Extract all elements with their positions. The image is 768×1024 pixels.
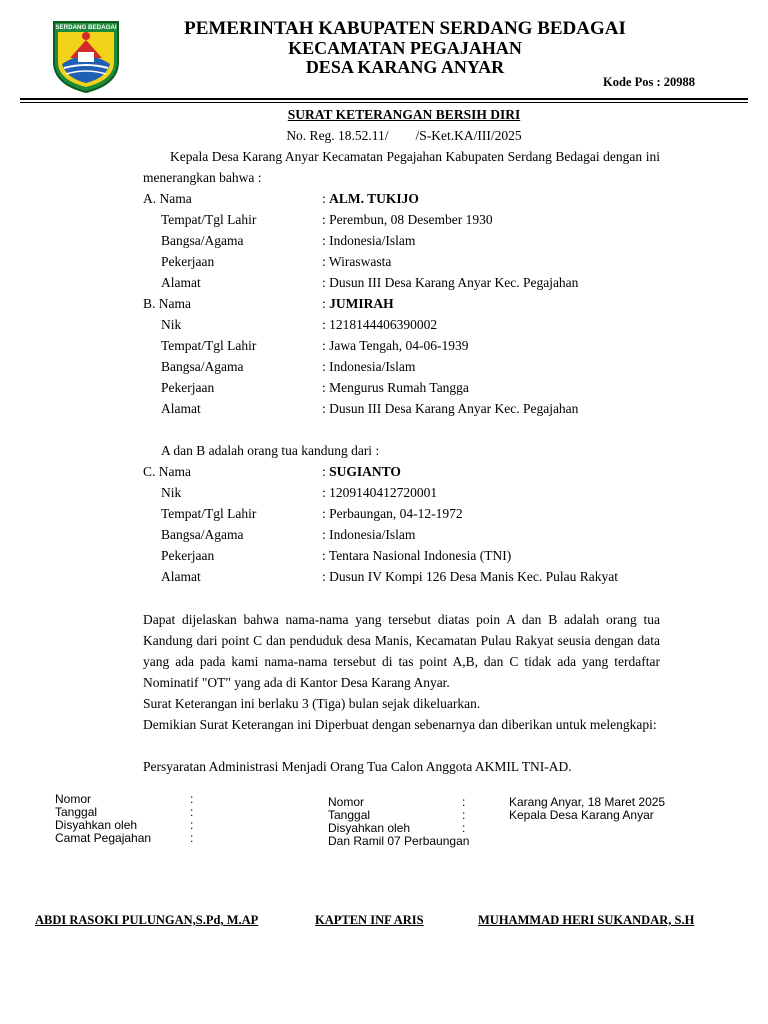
person-b-address-value: : Dusun III Desa Karang Anyar Kec. Pegajahan xyxy=(322,401,579,416)
person-b-address-row xyxy=(143,398,673,419)
person-c-job-label: Pekerjaan xyxy=(161,548,215,563)
header-village-line: DESA KARANG ANYAR xyxy=(305,57,505,77)
closing-paragraph: Demikian Surat Keterangan ini Diperbuat dengan sebenarnya dan diberikan untuk melengkapi: xyxy=(143,717,657,732)
person-b-address-label: Alamat xyxy=(161,401,201,416)
sig-left-disyahkan-label: Disyahkan oleh xyxy=(55,818,138,832)
person-a-job-row xyxy=(143,251,673,272)
regency-emblem-logo xyxy=(48,18,124,94)
sig-left-colon-2: : xyxy=(190,805,194,819)
person-a-birth-label: Tempat/Tgl Lahir xyxy=(161,212,257,227)
person-c-address-label: Alamat xyxy=(161,569,201,584)
sig-left-colon-4: : xyxy=(190,831,194,845)
person-b-job-row xyxy=(143,377,673,398)
signature-block-middle xyxy=(328,796,488,852)
sig-left-camat-label: Camat Pegajahan xyxy=(55,831,152,845)
sig-mid-colon-3: : xyxy=(462,821,466,835)
parents-statement: A dan B adalah orang tua kandung dari : xyxy=(161,443,380,458)
signatory-danramil-name: KAPTEN INF ARIS xyxy=(315,913,424,927)
person-b-religion-value: : Indonesia/Islam xyxy=(322,359,416,374)
person-a-birth-row xyxy=(143,209,673,230)
signatory-camat-name: ABDI RASOKI PULUNGAN,S.Pd, M.AP xyxy=(35,913,259,927)
person-b-religion-row xyxy=(143,356,673,377)
header-government-line: PEMERINTAH KABUPATEN SERDANG BEDAGAI xyxy=(184,18,626,39)
letter-title: SURAT KETERANGAN BERSIH DIRI xyxy=(287,107,521,122)
sig-right-place-date: Karang Anyar, 18 Maret 2025 xyxy=(509,795,666,809)
person-c-nik-value: : 1209140412720001 xyxy=(322,485,438,500)
person-c-address-row xyxy=(143,566,673,587)
person-b-job-label: Pekerjaan xyxy=(161,380,215,395)
signature-block-left xyxy=(55,793,215,849)
person-b-birth-label: Tempat/Tgl Lahir xyxy=(161,338,257,353)
parents-statement-row xyxy=(143,440,673,461)
signatory-village-head-name: MUHAMMAD HERI SUKANDAR, S.H xyxy=(478,913,695,927)
person-a-name-row xyxy=(143,188,673,209)
person-b-nik-label: Nik xyxy=(161,317,182,332)
person-a-name-value: : ALM. TUKIJO xyxy=(322,191,419,206)
person-a-job-value: : Wiraswasta xyxy=(322,254,392,269)
explanation-paragraph: Dapat dijelaskan bahwa nama-nama yang tersebut diatas poin A dan B adalah orang tua Kandung dari point C dan penduduk desa Manis, Kecamatan Pulau Rakyat seusia dengan data yang ada pada kami nama-nama tersebut di tas point A,B, dan C tidak ada yang terdaftar Nominatif "OT" yang ada di Kantor Desa Karang Anyar. xyxy=(143,612,660,690)
person-b-job-value: : Mengurus Rumah Tangga xyxy=(322,380,469,395)
sig-mid-nomor-label: Nomor xyxy=(328,795,365,809)
person-a-address-value: : Dusun III Desa Karang Anyar Kec. Pegajahan xyxy=(322,275,579,290)
postal-code: Kode Pos : 20988 xyxy=(603,75,696,89)
person-b-name-label: B. Nama xyxy=(143,296,191,311)
person-b-nik-row xyxy=(143,314,673,335)
person-c-birth-label: Tempat/Tgl Lahir xyxy=(161,506,257,521)
person-b-name-value: : JUMIRAH xyxy=(322,296,394,311)
person-c-religion-value: : Indonesia/Islam xyxy=(322,527,416,542)
sig-left-nomor-label: Nomor xyxy=(55,792,92,806)
person-c-birth-row xyxy=(143,503,673,524)
person-a-address-label: Alamat xyxy=(161,275,201,290)
sig-mid-danramil-label: Dan Ramil 07 Perbaungan xyxy=(328,834,470,848)
person-a-religion-value: : Indonesia/Islam xyxy=(322,233,416,248)
person-c-name-row xyxy=(143,461,673,482)
person-c-name-value: : SUGIANTO xyxy=(322,464,401,479)
person-a-birth-value: : Perembun, 08 Desember 1930 xyxy=(322,212,493,227)
person-a-address-row xyxy=(143,272,673,293)
person-b-nik-value: : 1218144406390002 xyxy=(322,317,438,332)
person-c-birth-value: : Perbaungan, 04-12-1972 xyxy=(322,506,463,521)
person-c-religion-row xyxy=(143,524,673,545)
validity-statement: Surat Keterangan ini berlaku 3 (Tiga) bulan sejak dikeluarkan. xyxy=(143,696,481,711)
person-a-job-label: Pekerjaan xyxy=(161,254,215,269)
person-c-nik-label: Nik xyxy=(161,485,182,500)
person-c-nik-row xyxy=(143,482,673,503)
person-a-religion-label: Bangsa/Agama xyxy=(161,233,244,248)
intro-paragraph: Kepala Desa Karang Anyar Kecamatan Pegajahan Kabupaten Serdang Bedagai dengan ini menerangkan bahwa : xyxy=(143,149,660,185)
person-c-address-value: : Dusun IV Kompi 126 Desa Manis Kec. Pulau Rakyat xyxy=(322,569,618,584)
person-c-name-label: C. Nama xyxy=(143,464,191,479)
logo-text: SERDANG BEDAGAI xyxy=(55,24,117,31)
person-a-name-label: A. Nama xyxy=(143,191,192,206)
person-a-religion-row xyxy=(143,230,673,251)
sig-mid-tanggal-label: Tanggal xyxy=(328,808,371,822)
sig-mid-colon-1: : xyxy=(462,795,466,809)
sig-left-colon-1: : xyxy=(190,792,194,806)
person-c-religion-label: Bangsa/Agama xyxy=(161,527,244,542)
registration-number: No. Reg. 18.52.11/ /S-Ket.KA/III/2025 xyxy=(286,128,522,143)
signature-block-right xyxy=(509,796,709,826)
person-b-religion-label: Bangsa/Agama xyxy=(161,359,244,374)
header-district-line: KECAMATAN PEGAJAHAN xyxy=(288,38,522,58)
header-divider-thin xyxy=(20,102,748,103)
sig-right-position: Kepala Desa Karang Anyar xyxy=(509,808,654,822)
header-divider-thick xyxy=(20,98,748,100)
person-c-job-value: : Tentara Nasional Indonesia (TNI) xyxy=(322,548,512,563)
person-b-birth-row xyxy=(143,335,673,356)
sig-mid-colon-2: : xyxy=(462,808,466,822)
purpose-statement: Persyaratan Administrasi Menjadi Orang Tua Calon Anggota AKMIL TNI-AD. xyxy=(143,759,572,774)
person-b-name-row xyxy=(143,293,673,314)
sig-left-tanggal-label: Tanggal xyxy=(55,805,98,819)
person-c-job-row xyxy=(143,545,673,566)
sig-left-colon-3: : xyxy=(190,818,194,832)
person-b-birth-value: : Jawa Tengah, 04-06-1939 xyxy=(322,338,469,353)
sig-mid-disyahkan-label: Disyahkan oleh xyxy=(328,821,411,835)
